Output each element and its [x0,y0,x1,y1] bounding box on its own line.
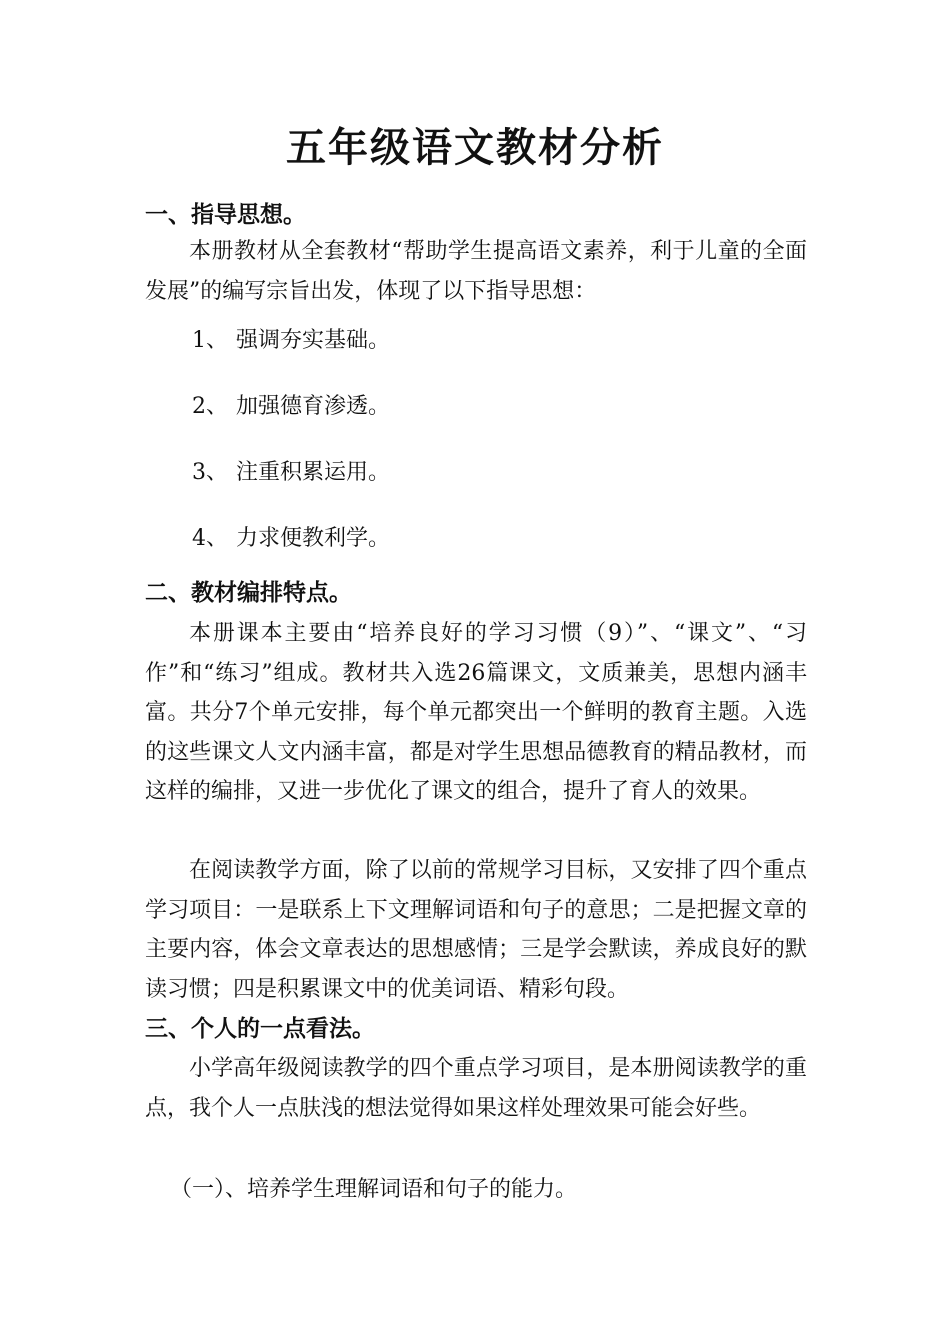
paragraph-textbook-structure: 本册课本主要由“培养良好的学习习惯（9）”、“课文”、“习作”和“练习”组成。教材共入选26篇课文，文质兼美，思想内涵丰富。共分7个单元安排，每个单元都突出一个鲜明的教育主题。入选的这些课文人文内涵丰富，都是对学生思想品德教育的精品教材，而这样的编排，又进一步优化了课文的组合，提升了育人的效果。 [145,621,807,804]
section-heading-personal-view: 三、个人的一点看法。 [145,1015,375,1042]
paragraph-personal-view: 小学高年级阅读教学的四个重点学习项目，是本册阅读教学的重点，我个人一点肤浅的想法觉得如果这样处理效果可能会好些。 [145,1056,807,1121]
list-item [192,390,390,424]
list-item [192,456,390,490]
subheading-word-sentence-ability: （一）、培养学生理解词语和句子的能力。 [170,1177,578,1202]
list-item-number: 3、 [192,460,228,485]
list-item [192,324,390,358]
list-item-number: 4、 [192,526,228,551]
list-item-text: 加强德育渗透。 [236,394,391,419]
list-item-number: 2、 [192,394,228,419]
list-item-number: 1、 [192,328,228,353]
list-item-text: 强调夯实基础。 [236,328,391,353]
document-title: 五年级语文教材分析 [286,124,664,171]
paragraph-guiding-ideas: 本册教材从全套教材“帮助学生提高语文素养，利于儿童的全面发展”的编写宗旨出发，体现了以下指导思想： [145,239,807,304]
section-heading-guiding-ideas: 一、指导思想。 [145,201,306,228]
list-item-text: 力求便教利学。 [236,526,391,551]
list-item [192,522,390,556]
section-heading-textbook-features: 二、教材编排特点。 [145,579,352,606]
paragraph-reading-teaching: 在阅读教学方面，除了以前的常规学习目标，又安排了四个重点学习项目：一是联系上下文理解词语和句子的意思；二是把握文章的主要内容，体会文章表达的思想感情；三是学会默读，养成良好的默读习惯；四是积累课文中的优美词语、精彩句段。 [145,858,807,1002]
list-item-text: 注重积累运用。 [236,460,391,485]
